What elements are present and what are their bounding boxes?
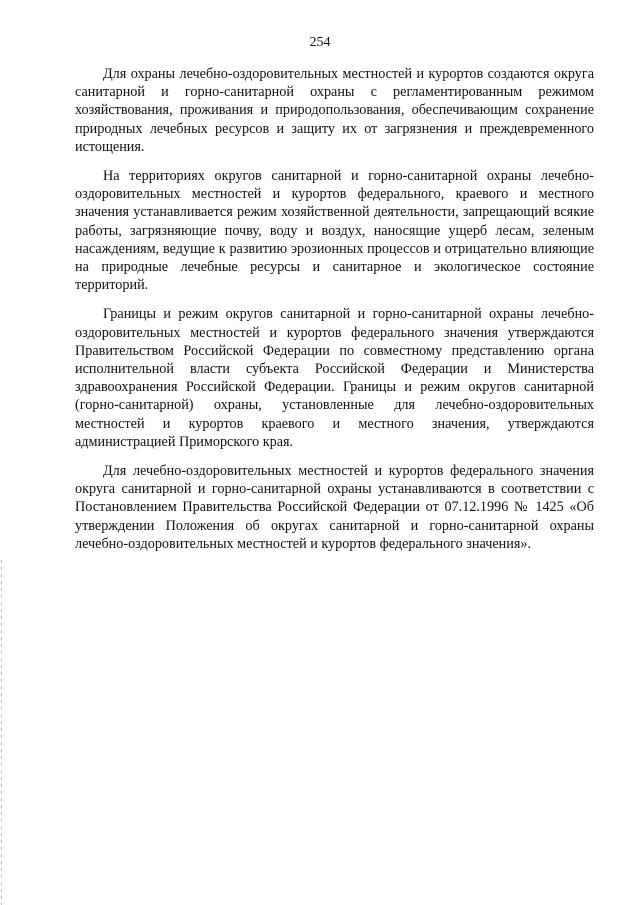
page-number: 254: [309, 35, 331, 50]
paragraph-2: На территориях округов санитарной и горно-санитарной охраны лечебно-оздоровительных местностей и курортов федерального, краевого и местного значения устанавливается режим хозяйственной деятельности, запрещающий всякие работы, загрязняющие почву, воду и воздух, наносящие ущерб лесам, зеленым насаждениям, ведущие к развитию эрозионных процессов и отрицательно влияющие на природные лечебные ресурсы и санитарное и экологическое состояние территорий.: [75, 168, 594, 294]
paragraph-4: Для лечебно-оздоровительных местностей и курортов федерального значения округа санитарной и горно-санитарной охраны устанавливаются в соответствии с Постановлением Правительства Российской Федерации от 07.12.1996 № 1425 «Об утверждении Положения об округах санитарной и горно-санитарной охраны лечебно-оздоровительных местностей и курортов федерального значения».: [75, 463, 594, 552]
paragraph-3: Границы и режим округов санитарной и горно-санитарной охраны лечебно-оздоровительных местностей и курортов федерального значения утверждаются Правительством Российской Федерации по совместному представлению органа исполнительной власти субъекта Российской Федерации и Министерства здравоохранения Российской Федерации. Границы и режим округов санитарной (горно-санитарной) охраны, установленные для лечебно-оздоровительных местностей и курортов краевого и местного значения, утверждаются администрацией Приморского края.: [75, 306, 594, 450]
document-body: [75, 65, 594, 564]
paragraph-1: Для охраны лечебно-оздоровительных местностей и курортов создаются округа санитарной и горно-санитарной охраны с регламентированным режимом хозяйствования, проживания и природопользования, обеспечивающим сохранение природных лечебных ресурсов и защиту их от загрязнения и преждевременного истощения.: [75, 66, 594, 155]
scan-edge-artifact: [1, 560, 2, 905]
